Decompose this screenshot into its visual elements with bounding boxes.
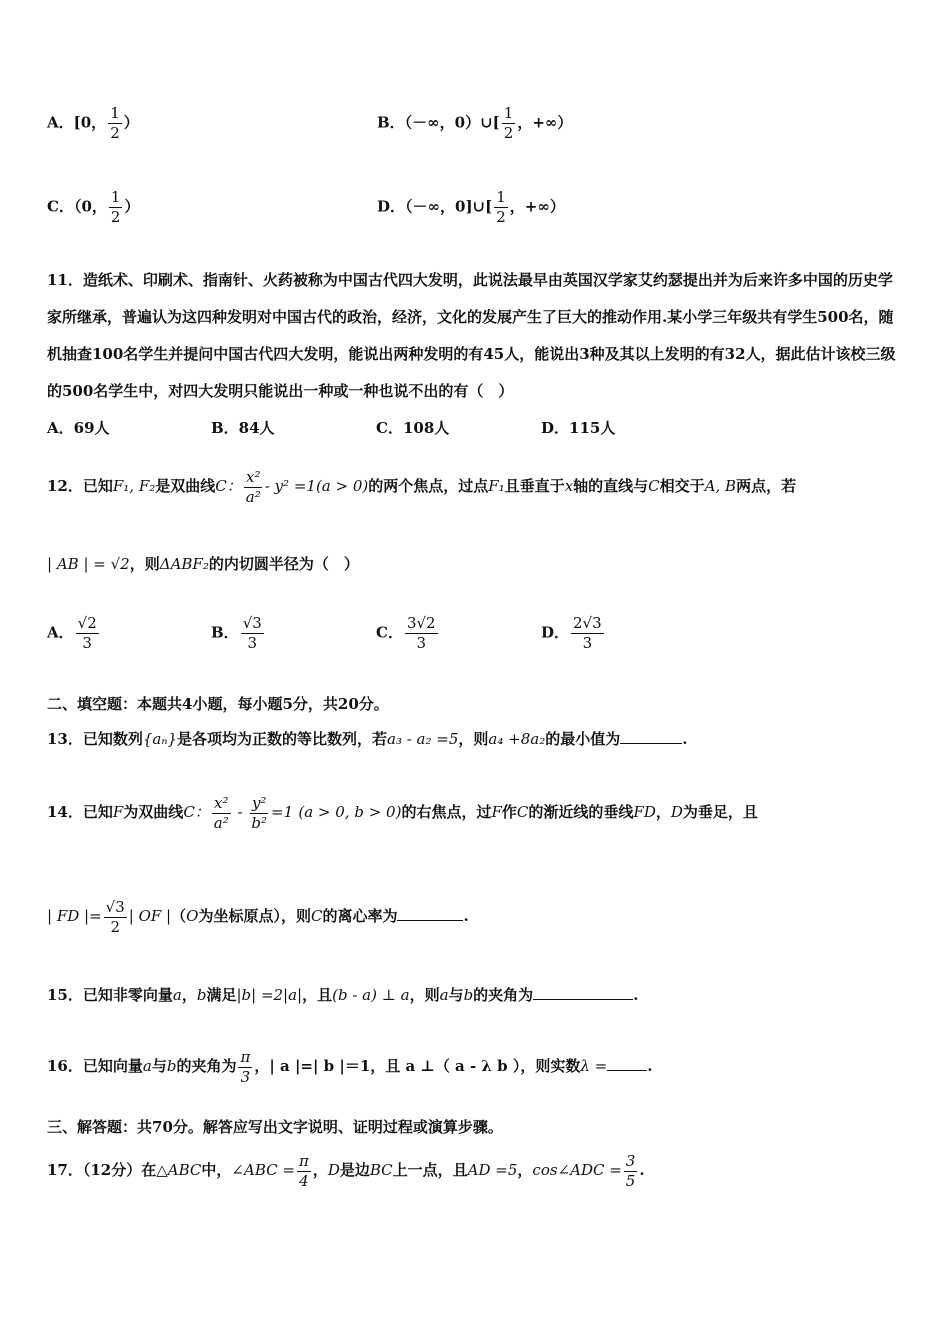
q14-line2: | FD |= $\frac{√3}{2}$ | OF |（O为坐标原点），则C的离心率为 . [47, 897, 469, 936]
q16: 16．已知向量a与b的夹角为 $\frac{\pi}{3}$ ，| a |=| b |＝1，且 a ⊥（ a - λ b ），则实数λ = . [47, 1047, 653, 1086]
q12-option-a: A． $\frac{√2}{3}$ [47, 614, 97, 652]
q11-option-d: D．115人 [541, 419, 616, 437]
q11-option-a: A．69人 [47, 419, 110, 437]
q11-text: 11．造纸术、印刷术、指南针、火药被称为中国古代四大发明，此说法最早由英国汉学家艾约瑟提出并为后来许多中国的历史学家所继承，普遍认为这四种发明对中国古代的政治，经济，文化的发展产生了巨大的推动作用.某小学三年级共有学生500名，随机抽查100名学生并提问中国古代四大发明，能说出两种发明的有45人，能说出3种及其以上发明的有32人，据此估计该校三级的500名学生中，对四大发明只能说出一种或一种也说不出的有（ ） [47, 271, 896, 400]
q10-option-a: A．[0， $\frac{1}{2}$ ） [47, 104, 139, 142]
q12-option-d: D． $\frac{2√3}{3}$ [541, 614, 602, 652]
section-3-heading: 三、解答题：共70分。解答应写出文字说明、证明过程或演算步骤。 [47, 1118, 503, 1136]
q10-option-d: D．（－∞，0]∪[ $\frac{1}{2}$ ，+∞） [377, 188, 565, 226]
q14-answer-blank[interactable] [397, 908, 463, 921]
q17: 17．（12分）在△ABC中，∠ABC = $\frac{\pi}{4}$ ，D是边BC上一点，且AD =5，cos∠ADC = $\frac{3}{5}$ . [47, 1151, 645, 1190]
q10-option-c: C．（0， $\frac{1}{2}$ ） [47, 188, 140, 226]
q13-answer-blank[interactable] [620, 731, 682, 744]
q12-option-b: B． $\frac{√3}{3}$ [211, 614, 262, 652]
q11-option-b: B．84人 [211, 419, 275, 437]
q15-answer-blank[interactable] [533, 987, 633, 1000]
q16-answer-blank[interactable] [607, 1058, 647, 1071]
q12-line2: | AB | = √2，则ΔABF₂的内切圆半径为（ ） [47, 555, 359, 573]
q15: 15．已知非零向量a，b满足|b| =2|a|，且(b - a) ⊥ a，则a与b的夹角为 . [47, 986, 639, 1004]
q12-option-c: C． $\frac{3√2}{3}$ [376, 614, 436, 652]
section-2-heading: 二、填空题：本题共4小题，每小题5分，共20分。 [47, 695, 389, 713]
q14-line1: 14．已知F为双曲线C： $\frac{\text{x²}}{\text{a²}}$ - $\frac{\text{y²}}{\text{b²}}$ =1 (a > 0, b > 0)的右焦点，过F作C的渐近线的垂线FD，D为垂足，且 [47, 793, 758, 832]
q10-option-b: B．（－∞，0）∪[ $\frac{1}{2}$ ，+∞） [377, 104, 573, 142]
q12-line1: 12．已知F₁, F₂是双曲线C： $\frac{\text{x²}}{\text{a²}}$ - y² =1(a > 0)的两个焦点，过点F₁且垂直于x轴的直线与C相交于A, B两点，若 [47, 467, 797, 506]
q13: 13．已知数列{aₙ}是各项均为正数的等比数列，若a₃ - a₂ =5，则a₄ +8a₂的最小值为 . [47, 730, 688, 748]
q11-option-c: C．108人 [376, 419, 450, 437]
